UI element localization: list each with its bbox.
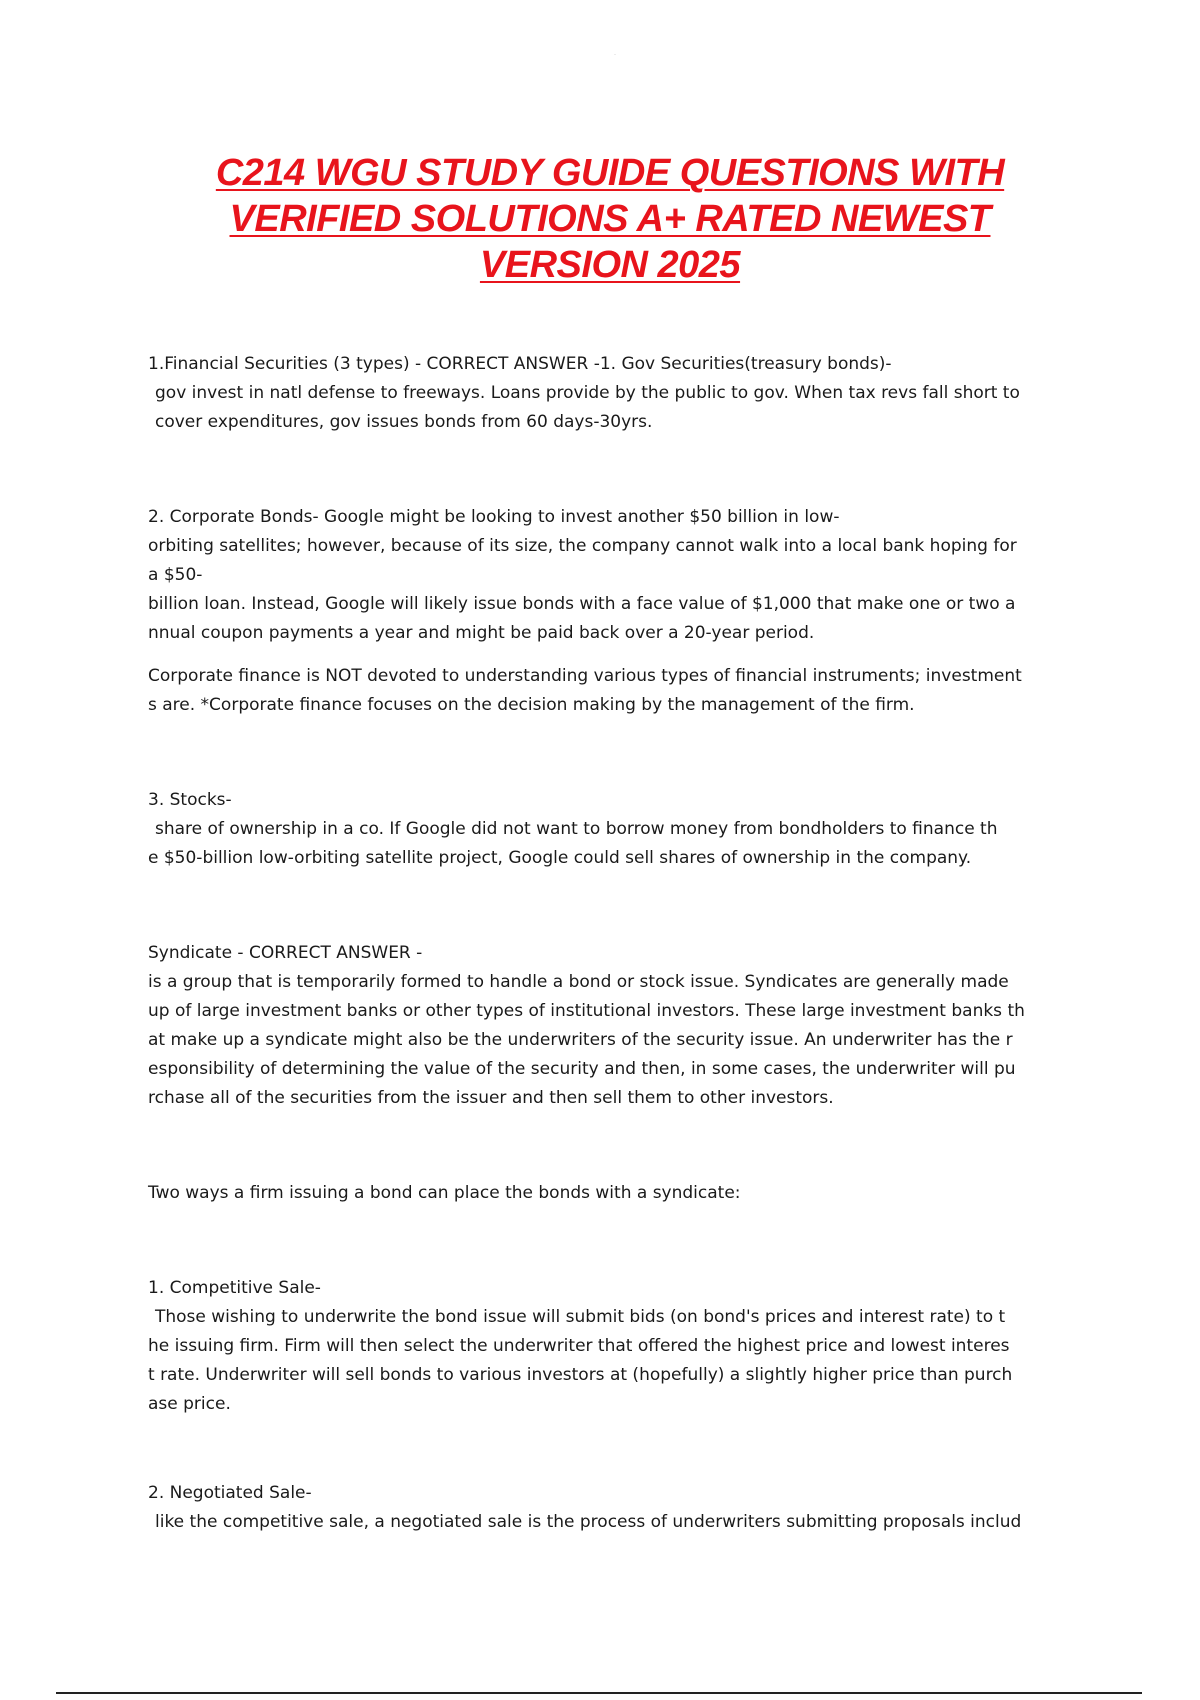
text-line: up of large investment banks or other types of institutional investors. These large investment banks th — [148, 1001, 1025, 1021]
text-line: e $50-billion low-orbiting satellite project, Google could sell shares of ownership in the company. — [148, 848, 972, 868]
text-line: orbiting satellites; however, because of its size, the company cannot walk into a local bank hoping for — [148, 536, 1017, 556]
question-financial-securities — [148, 350, 1083, 437]
text-line: like the competitive sale, a negotiated sale is the process of underwriters submitting proposals includ — [155, 1512, 1022, 1532]
page-bottom-rule — [56, 1692, 1142, 1694]
document-title — [150, 150, 1070, 288]
text-line: 1. Competitive Sale- — [148, 1278, 321, 1298]
corporate-finance-note — [148, 662, 1083, 720]
text-line: ase price. — [148, 1394, 231, 1414]
text-line: esponsibility of determining the value of the security and then, in some cases, the underwriter will pu — [148, 1059, 1016, 1079]
text-line: is a group that is temporarily formed to handle a bond or stock issue. Syndicates are generally made — [148, 972, 1009, 992]
question-corporate-bonds — [148, 503, 1083, 648]
text-line: share of ownership in a co. If Google did not want to borrow money from bondholders to finance th — [155, 819, 998, 839]
text-line: gov invest in natl defense to freeways. Loans provide by the public to gov. When tax revs fall short to — [155, 383, 1020, 403]
text-line: 3. Stocks- — [148, 790, 232, 810]
document-body — [148, 350, 1083, 1537]
text-line: nnual coupon payments a year and might be paid back over a 20-year period. — [148, 623, 815, 643]
page-mark: · — [614, 52, 616, 58]
text-line: s are. *Corporate finance focuses on the decision making by the management of the firm. — [148, 695, 915, 715]
text-line: a $50- — [148, 565, 203, 585]
text-line: Corporate finance is NOT devoted to understanding various types of financial instruments; investment — [148, 666, 1022, 686]
text-line: Those wishing to underwrite the bond issue will submit bids (on bond's prices and interest rate) to t — [155, 1307, 1006, 1327]
text-line: he issuing firm. Firm will then select the underwriter that offered the highest price and lowest interes — [148, 1336, 1010, 1356]
text-line: at make up a syndicate might also be the underwriters of the security issue. An underwriter has the r — [148, 1030, 1013, 1050]
competitive-sale — [148, 1274, 1083, 1419]
title-line-1: C214 WGU STUDY GUIDE QUESTIONS WITH — [215, 152, 1005, 194]
text-line: 1.Financial Securities (3 types) - CORRECT ANSWER -1. Gov Securities(treasury bonds)- — [148, 354, 892, 374]
question-stocks — [148, 786, 1083, 873]
text-line: cover expenditures, gov issues bonds from 60 days-30yrs. — [155, 412, 653, 432]
text-line: 2. Negotiated Sale- — [148, 1483, 312, 1503]
negotiated-sale — [148, 1479, 1083, 1537]
text-line: t rate. Underwriter will sell bonds to various investors at (hopefully) a slightly higher price than purch — [148, 1365, 1013, 1385]
text-line: 2. Corporate Bonds- Google might be looking to invest another $50 billion in low- — [148, 507, 840, 527]
text-line: billion loan. Instead, Google will likely issue bonds with a face value of $1,000 that make one or two a — [148, 594, 1016, 614]
text-line: rchase all of the securities from the issuer and then sell them to other investors. — [148, 1088, 834, 1108]
text-line: Syndicate - CORRECT ANSWER - — [148, 943, 423, 963]
question-syndicate — [148, 939, 1083, 1113]
two-ways-heading — [148, 1179, 1083, 1208]
title-line-2: VERIFIED SOLUTIONS A+ RATED NEWEST — [229, 198, 991, 240]
text-line: Two ways a firm issuing a bond can place the bonds with a syndicate: — [148, 1183, 741, 1203]
title-line-3: VERSION 2025 — [479, 244, 741, 286]
